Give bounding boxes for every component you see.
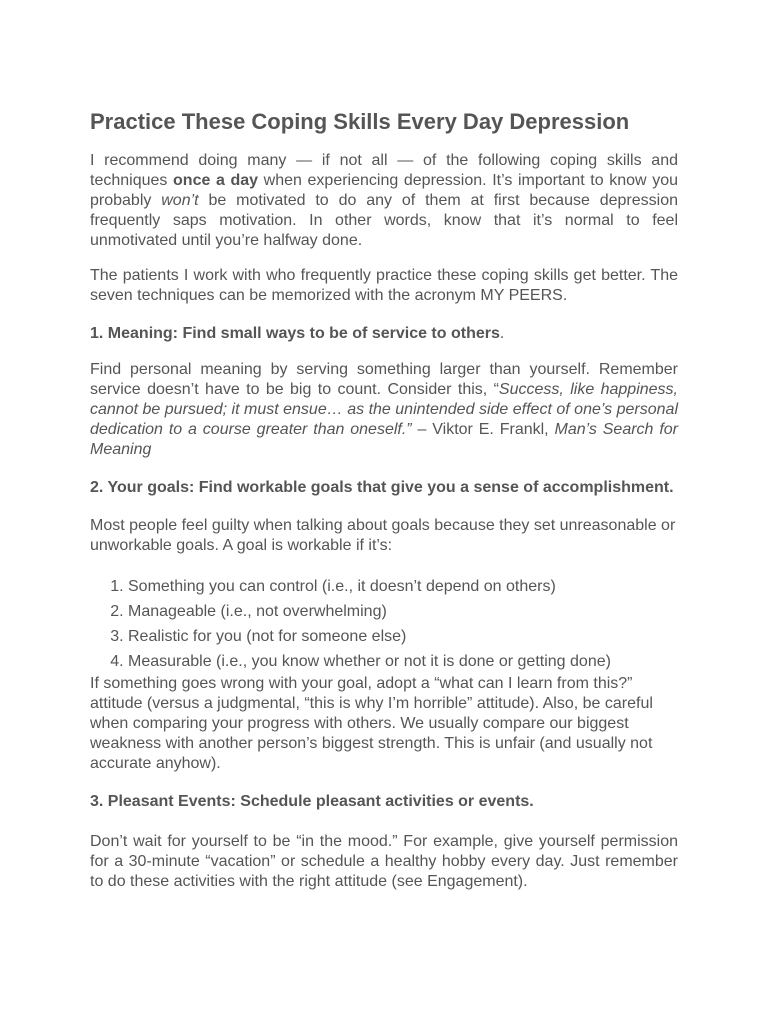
list-item: 2. Manageable (i.e., not overwhelming) (128, 599, 678, 624)
list-item: 1. Something you can control (i.e., it doesn’t depend on others) (128, 574, 678, 599)
intro-emphasis-bold: once a day (173, 172, 259, 189)
intro-emphasis-italic: won’t (161, 192, 199, 209)
quote-text: Success, like happiness, cannot be pursued; it must ensue… as the unintended side effect of one’s personal dedication to a course greater than oneself.” (90, 381, 678, 438)
section-heading-text: 1. Meaning: Find small ways to be of service to others (90, 325, 500, 342)
section-heading-meaning (90, 324, 678, 344)
page-title: Practice These Coping Skills Every Day Depression (90, 109, 630, 134)
intro-paragraph-2: The patients I work with who frequently practice these coping skills get better. The seven techniques can be memorized with the acronym MY PEERS. (90, 267, 678, 304)
section-after-goals: If something goes wrong with your goal, adopt a “what can I learn from this?” attitude (versus a judgmental, “this is why I’m horrible” attitude). Also, be careful when comparing your progress with others. We usually compare our biggest weakness with another person’s biggest strength. This is unfair (and usually not accurate anyhow). (90, 675, 653, 772)
section-heading-pleasant-events: 3. Pleasant Events: Schedule pleasant activities or events. (90, 793, 534, 810)
intro-paragraph-1 (90, 151, 678, 251)
section-body-meaning (90, 360, 678, 460)
list-item: 4. Measurable (i.e., you know whether or not it is done or getting done) (128, 649, 678, 674)
intro-text: be motivated to do any of them at first because depression frequently saps motivation. In other words, know that it’s normal to feel unmotivated until you’re halfway done. (90, 192, 679, 249)
body-text: Find personal meaning by serving something larger than yourself. Remember service doesn’t have to be big to count. Consider this, “ (90, 361, 678, 398)
section-body-pleasant-events: Don’t wait for yourself to be “in the mood.” For example, give yourself permission for a 30-minute “vacation” or schedule a healthy hobby every day. Just remember to do these activities with the right attitude (see Engagement). (90, 833, 678, 890)
section-body-goals: Most people feel guilty when talking about goals because they set unreasonable or unworkable goals. A goal is workable if it’s: (90, 517, 676, 554)
intro-text: I recommend doing many — if not all — of the following coping skills and techniques (90, 152, 678, 189)
section-heading-goals: 2. Your goals: Find workable goals that give you a sense of accomplishment. (90, 479, 674, 496)
book-title: Man’s Search for Meaning (90, 421, 678, 458)
body-text: – Viktor E. Frankl, (411, 421, 555, 438)
section-heading-suffix: . (499, 325, 505, 342)
document-content (90, 108, 678, 892)
intro-text: when experiencing depression. It’s important to know you probably (90, 172, 679, 209)
goals-list (90, 574, 678, 674)
list-item: 3. Realistic for you (not for someone else) (128, 624, 678, 649)
